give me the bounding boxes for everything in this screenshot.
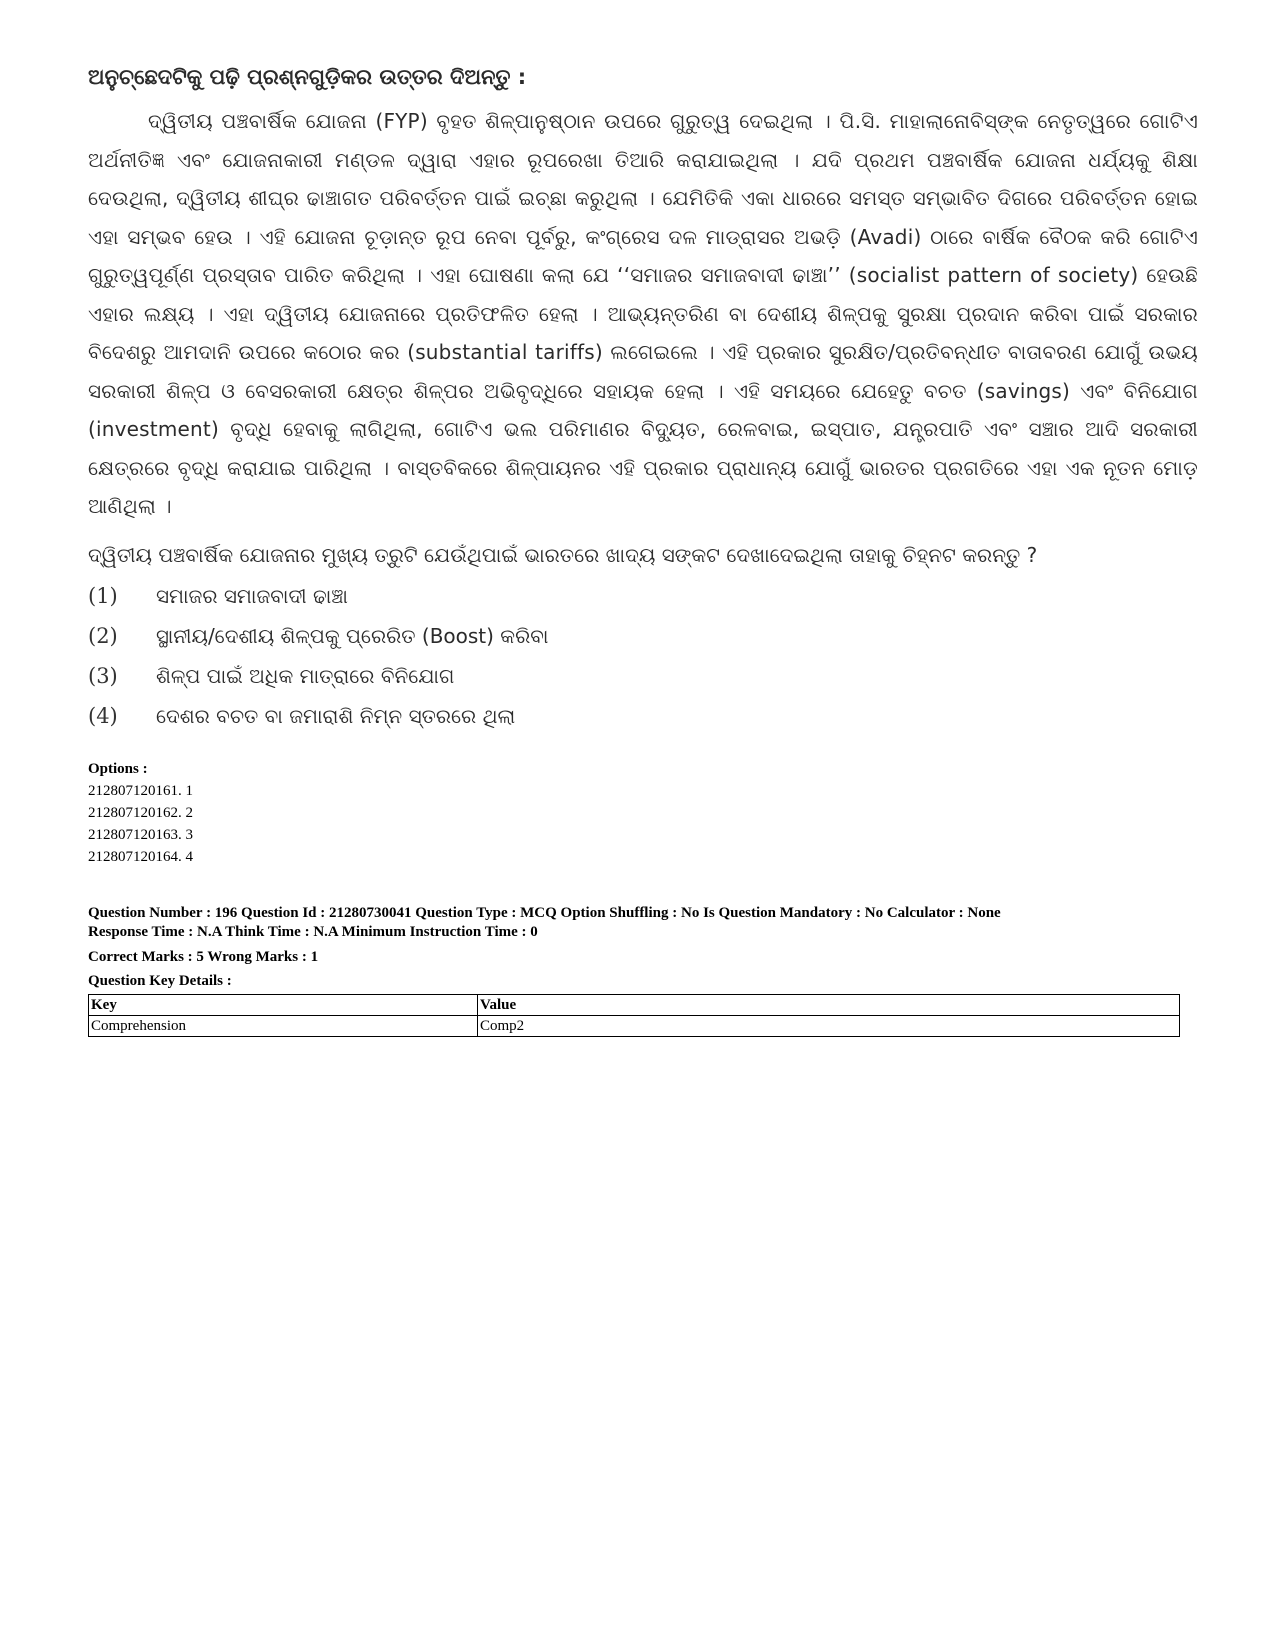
choice-number: (1) bbox=[88, 583, 118, 608]
choice-text: ଦେଶର ବଚତ ବା ଜମାରାଶି ନିମ୍ନ ସ୍ତରରେ ଥିଲା bbox=[156, 703, 516, 728]
question-info-line: Response Time : N.A Think Time : N.A Minimum Instruction Time : 0 bbox=[88, 924, 538, 940]
choice-text: ସମାଜର ସମାଜବାଦୀ ଢାଞ୍ଚା bbox=[156, 583, 348, 608]
choice-text: ସ୍ଥାନୀୟ/ଦେଶୀୟ ଶିଳ୍ପକୁ ପ୍ରେରିତ (Boost) କରିବା bbox=[156, 623, 549, 648]
table-header-key: Key bbox=[89, 995, 478, 1016]
passage-text: ଦ୍ୱିତୀୟ ପଞ୍ଚବାର୍ଷିକ ଯୋଜନା (FYP) ବୃହତ ଶିଳ୍ପାନୁଷ୍ଠାନ ଉପରେ ଗୁରୁତ୍ୱ ଦେଇଥିଲା । ପି.ସି. ମାହାଲାନୋବିସ୍‌ଙ୍କ ନେତୃତ୍ୱରେ ଗୋଟିଏ ଅର୍ଥନୀତିଜ୍ଞ ଏବଂ ଯୋଜନାକାରୀ ମଣ୍ଡଳ ଦ୍ୱାରା ଏହାର ରୂପରେଖା ତିଆରି କରାଯାଇଥିଲା । ଯଦି ପ୍ରଥମ ପଞ୍ଚବାର୍ଷିକ ଯୋଜନା ଧର୍ଯ୍ୟକୁ ଶିକ୍ଷା ଦେଉଥିଲା, ଦ୍ୱିତୀୟ ଶୀଘ୍ର ଢାଞ୍ଚାଗତ ପରିବର୍ତ୍ତନ ପାଇଁ ଇଚ୍ଛା କରୁଥିଲା । ଯେମିତିକି ଏକା ଧାରରେ ସମସ୍ତ ସମ୍ଭାବିତ ଦିଗରେ ପରିବର୍ତ୍ତନ ହୋଇ ଏହା ସମ୍ଭବ ହେଉ । ଏହି ଯୋଜନା ଚୂଡ଼ାନ୍ତ ରୂପ ନେବା ପୂର୍ବରୁ, କଂଗ୍ରେସ ଦଳ ମାଡ୍ରାସର ଅଭଡ଼ି (Avadi) ଠାରେ ବାର୍ଷିକ ବୈଠକ କରି ଗୋଟିଏ ଗୁରୁତ୍ୱପୂର୍ଣ୍ଣ ପ୍ରସ୍ତାବ ପାରିତ କରିଥିଲା । ଏହା ଘୋଷଣା କଲା ଯେ ‘‘ସମାଜର ସମାଜବାଦୀ ଢାଞ୍ଚା’’ (socialist pattern of society) ହେଉଛି ଏହାର ଲକ୍ଷ୍ୟ । ଏହା ଦ୍ୱିତୀୟ ଯୋଜନାରେ ପ୍ରତିଫଳିତ ହେଲା । ଆଭ୍ୟନ୍ତରିଣ ବା ଦେଶୀୟ ଶିଳ୍ପକୁ ସୁରକ୍ଷା ପ୍ରଦାନ କରିବା ପାଇଁ ସରକାର ବିଦେଶରୁ ଆମଦାନି ଉପରେ କଠୋର କର (substantial tariffs) ଲଗେଇଲେ । ଏହି ପ୍ରକାର ସୁରକ୍ଷିତ/ପ୍ରତିବନ୍ଧୀତ ବାତାବରଣ ଯୋଗୁଁ ଉଭୟ ସରକାରୀ ଶିଳ୍ପ ଓ ବେସରକାରୀ କ୍ଷେତ୍ର ଶିଳ୍ପର ଅଭିବୃଦ୍ଧିରେ ସହାୟକ ହେଲା । ଏହି ସମୟରେ ଯେହେତୁ ବଚତ (savings) ଏବଂ ବିନିଯୋଗ (investment) ବୃଦ୍ଧି ହେବାକୁ ଲାଗିଥିଲା, ଗୋଟିଏ ଭଲ ପରିମାଣର ବିଦ୍ୟୁତ, ରେଳବାଇ, ଇସ୍ପାତ, ଯନ୍ତ୍ରପାତି ଏବଂ ସଞ୍ଚାର ଆଦି ସରକାରୀ କ୍ଷେତ୍ରରେ ବୃଦ୍ଧି କରାଯାଇ ପାରିଥିଲା । ବାସ୍ତବିକରେ ଶିଳ୍ପାୟନର ଏହି ପ୍ରକାର ପ୍ରାଧାନ୍ୟ ଯୋଗୁଁ ଭାରତର ପ୍ରଗତିରେ ଏହା ଏକ ନୂତନ ମୋଡ଼ ଆଣିଥିଲା । bbox=[88, 109, 1198, 518]
question-info bbox=[88, 904, 1198, 942]
table-header-value: Value bbox=[478, 995, 1180, 1016]
option-item: 212807120164. 4 bbox=[88, 849, 193, 865]
key-details-title: Question Key Details : bbox=[88, 973, 232, 989]
answer-choice bbox=[88, 696, 1198, 736]
question-text: ଦ୍ୱିତୀୟ ପଞ୍ଚବାର୍ଷିକ ଯୋଜନାର ମୁଖ୍ୟ ତ୍ରୁଟି ଯେଉଁଥିପାଇଁ ଭାରତରେ ଖାଦ୍ୟ ସଙ୍କଟ ଦେଖାଦେଇଥିଲା ତାହାକୁ ଚିହ୍ନଟ କରନ୍ତୁ ? bbox=[88, 542, 1038, 567]
question-metadata bbox=[88, 758, 1198, 1037]
answer-choices bbox=[88, 576, 1198, 736]
table-header-row bbox=[89, 995, 1180, 1016]
table-cell-value: Comp2 bbox=[478, 1016, 1180, 1037]
options-title: Options : bbox=[88, 761, 148, 777]
answer-choice bbox=[88, 576, 1198, 616]
choice-number: (4) bbox=[88, 703, 118, 728]
table-row bbox=[89, 1016, 1180, 1037]
table-cell-key: Comprehension bbox=[89, 1016, 478, 1037]
choice-text: ଶିଳ୍ପ ପାଇଁ ଅଧିକ ମାତ୍ରାରେ ବିନିଯୋଗ bbox=[156, 663, 455, 688]
option-item: 212807120162. 2 bbox=[88, 805, 193, 821]
choice-number: (2) bbox=[88, 623, 118, 648]
answer-choice bbox=[88, 656, 1198, 696]
question-info-line: Question Number : 196 Question Id : 21280730041 Question Type : MCQ Option Shuffling : No Is Question Mandatory : No Calculator : None bbox=[88, 905, 1001, 921]
key-details-table bbox=[88, 994, 1180, 1037]
marks-info: Correct Marks : 5 Wrong Marks : 1 bbox=[88, 949, 319, 965]
option-item: 212807120161. 1 bbox=[88, 783, 193, 799]
passage-heading: ଅନୁଚ୍ଛେଦଟିକୁ ପଢ଼ି ପ୍ରଶ୍ନଗୁଡ଼ିକର ଉତ୍ତର ଦିଅନ୍ତୁ : bbox=[88, 65, 527, 89]
option-item: 212807120163. 3 bbox=[88, 827, 193, 843]
comprehension-passage bbox=[88, 62, 1198, 736]
choice-number: (3) bbox=[88, 663, 118, 688]
answer-choice bbox=[88, 616, 1198, 656]
